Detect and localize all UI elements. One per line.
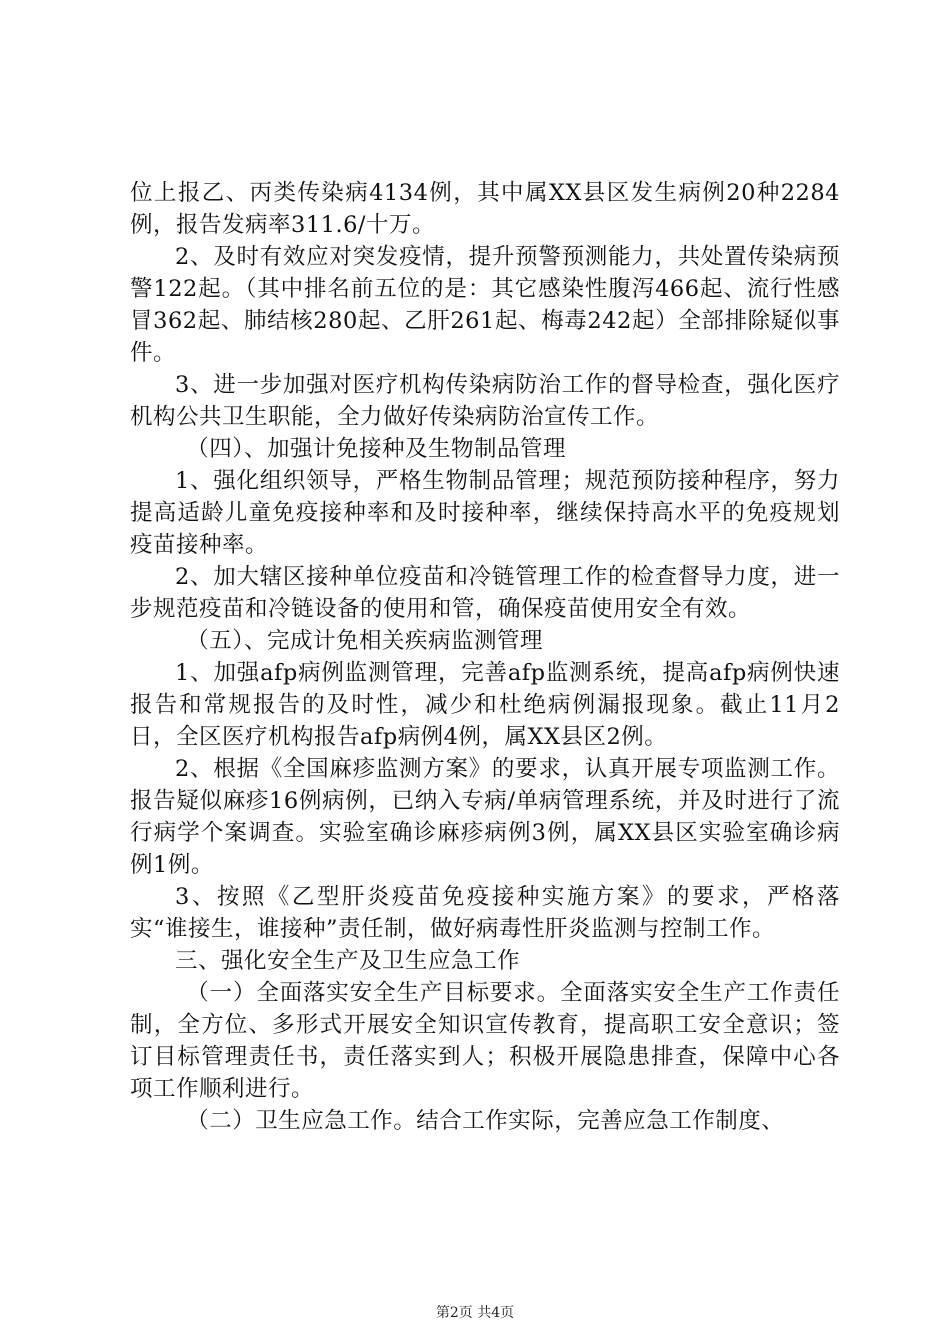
section-heading: （四）、加强计免接种及生物制品管理 [186, 436, 567, 462]
paragraph-item: 3、进一步加强对医疗机构传染病防治工作的督导检查，强化医疗机构公共卫生职能，全力做好传染病防治宣传工作。 [130, 372, 840, 430]
paragraph-item: （一）全面落实安全生产目标要求。全面落实安全生产工作责任制，全方位、多形式开展安全知识宣传教育，提高职工安全意识；签订目标管理责任书，责任落实到人；积极开展隐患排查，保障中心各项工作顺利进行。 [130, 980, 840, 1102]
section-heading: 三、强化安全生产及卫生应急工作 [175, 948, 521, 974]
paragraph-item: 3、按照《乙型肝炎疫苗免疫接种实施方案》的要求，严格落实“谁接生，谁接种”责任制，做好病毒性肝炎监测与控制工作。 [130, 884, 840, 942]
paragraph-continuation: 位上报乙、丙类传染病4134例，其中属XX县区发生病例20种2284例，报告发病率311.6/十万。 [130, 180, 840, 238]
paragraph-item: 2、及时有效应对突发疫情，提升预警预测能力，共处置传染病预警122起。（其中排名前五位的是：其它感染性腹泻466起、流行性感冒362起、肺结核280起、乙肝261起、梅毒242起）全部排除疑似事件。 [130, 244, 840, 366]
paragraph-item: 2、根据《全国麻疹监测方案》的要求，认真开展专项监测工作。报告疑似麻疹16例病例，已纳入专病/单病管理系统，并及时进行了流行病学个案调查。实验室确诊麻疹病例3例，属XX县区实验室确诊病例1例。 [130, 756, 840, 878]
paragraph-item: 1、加强afp病例监测管理，完善afp监测系统，提高afp病例快速报告和常规报告的及时性，减少和杜绝病例漏报现象。截止11月2日，全区医疗机构报告afp病例4例，属XX县区2例。 [130, 660, 840, 750]
page-footer: 第2页 共4页 [435, 1305, 515, 1321]
document-body [130, 177, 840, 1137]
paragraph-item: 1、强化组织领导，严格生物制品管理；规范预防接种程序，努力提高适龄儿童免疫接种率和及时接种率，继续保持高水平的免疫规划疫苗接种率。 [130, 468, 840, 558]
paragraph-item: （二）卫生应急工作。结合工作实际，完善应急工作制度、 [186, 1108, 785, 1134]
section-heading: （五）、完成计免相关疾病监测管理 [186, 628, 544, 654]
paragraph-item: 2、加大辖区接种单位疫苗和冷链管理工作的检查督导力度，进一步规范疫苗和冷链设备的使用和管，确保疫苗使用安全有效。 [130, 564, 840, 622]
